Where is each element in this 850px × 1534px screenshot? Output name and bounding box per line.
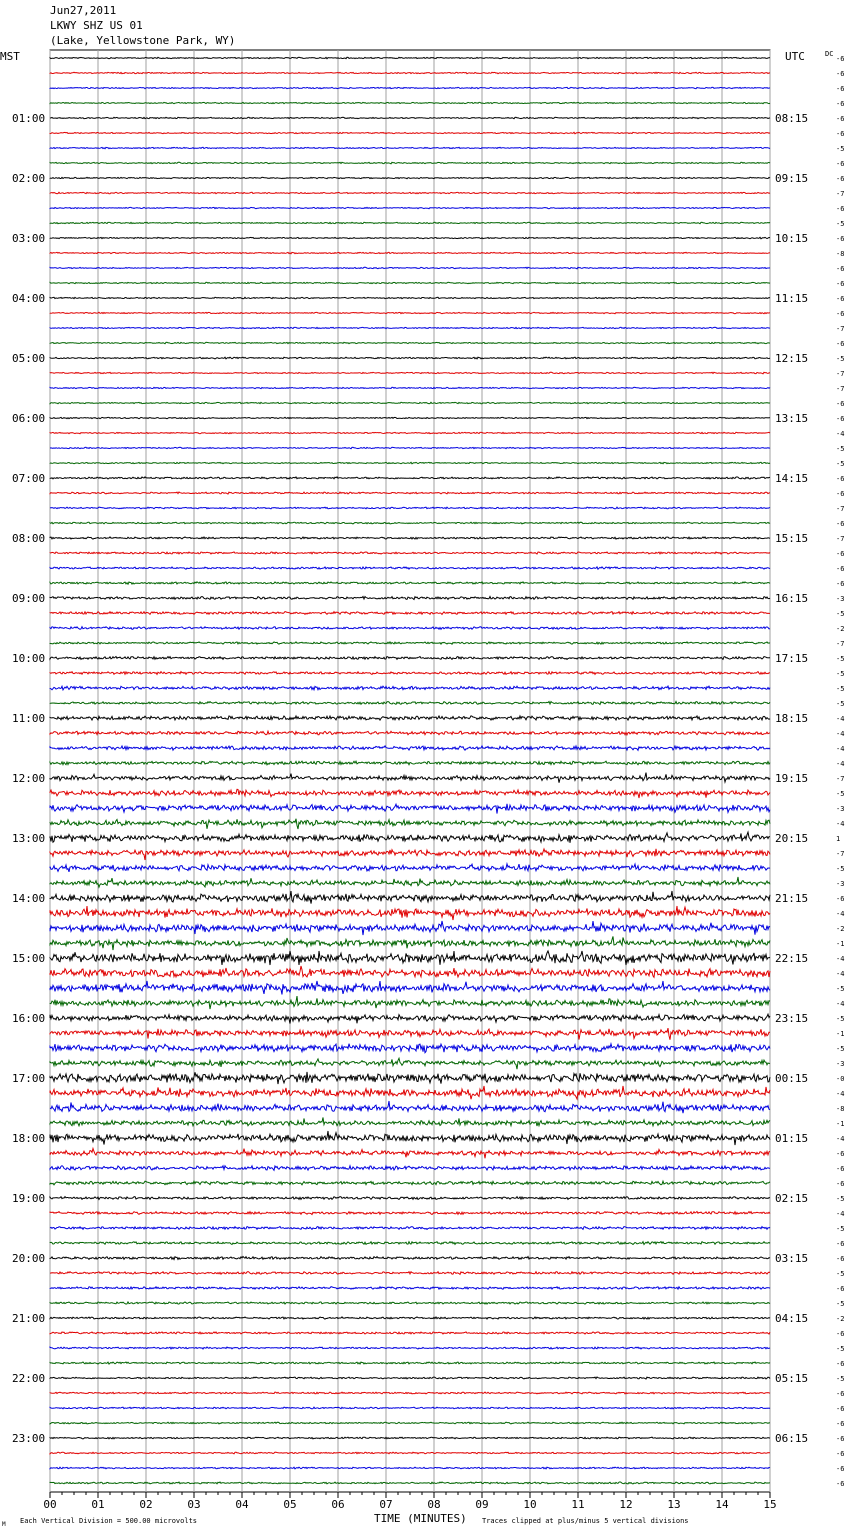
trace-line	[50, 387, 770, 388]
right-hour-label: 14:15	[775, 472, 809, 485]
dc-offset-label: -3	[836, 880, 845, 888]
trace-line	[50, 1302, 770, 1304]
trace-line	[50, 612, 770, 615]
trace-line	[50, 1166, 770, 1171]
left-hour-label: 17:00	[12, 1072, 46, 1085]
dc-offset-label: -5	[836, 220, 845, 228]
dc-offset-label: -7	[836, 370, 845, 378]
left-hour-label: 07:00	[12, 472, 46, 485]
dc-offset-label: -4	[836, 1210, 845, 1218]
trace-line	[50, 627, 770, 630]
right-hour-label: 13:15	[775, 412, 809, 425]
trace-line	[50, 147, 770, 148]
right-hour-label: 16:15	[775, 592, 809, 605]
chart-date: Jun27,2011	[50, 4, 117, 17]
trace-line	[50, 1482, 770, 1484]
trace-line	[50, 342, 770, 343]
dc-offset-label: -6	[836, 475, 845, 483]
dc-offset-label: -2	[836, 925, 845, 933]
dc-offset-label: -6	[836, 490, 845, 498]
dc-offset-label: -6	[836, 130, 845, 138]
trace-line	[50, 57, 770, 58]
left-hour-label: 18:00	[12, 1132, 46, 1145]
x-tick-label: 01	[91, 1498, 105, 1511]
left-hour-label: 06:00	[12, 412, 46, 425]
trace-line	[50, 582, 770, 584]
dc-offset-label: -2	[836, 625, 845, 633]
dc-offset-label: -4	[836, 970, 845, 978]
trace-line	[50, 761, 770, 765]
dc-offset-label: -5	[836, 865, 845, 873]
right-hour-label: 18:15	[775, 712, 809, 725]
trace-line	[50, 462, 770, 464]
trace-line	[50, 327, 770, 328]
trace-line	[50, 1058, 770, 1069]
dc-offset-label: -4	[836, 955, 845, 963]
trace-line	[50, 417, 770, 418]
right-hour-label: 19:15	[775, 772, 809, 785]
trace-line	[50, 522, 770, 524]
right-hour-label: 08:15	[775, 112, 809, 125]
dc-offset-label: -6	[836, 1360, 845, 1368]
dc-offset-label: -6	[836, 415, 845, 423]
trace-line	[50, 686, 770, 690]
trace-line	[50, 87, 770, 88]
dc-offset-label: -8	[836, 1105, 845, 1113]
dc-offset-label: 1	[836, 835, 841, 843]
trace-line	[50, 996, 770, 1009]
trace-line	[50, 849, 770, 860]
trace-line	[50, 1028, 770, 1040]
dc-offset-label: -4	[836, 715, 845, 723]
trace-line	[50, 477, 770, 479]
trace-line	[50, 1422, 770, 1424]
right-hour-label: 23:15	[775, 1012, 809, 1025]
dc-offset-label: -6	[836, 265, 845, 273]
vertical-division-note: Each Vertical Division = 500.00 microvolts	[20, 1517, 198, 1525]
trace-line	[50, 1227, 770, 1230]
x-tick-label: 04	[235, 1498, 249, 1511]
dc-offset-label: -6	[836, 280, 845, 288]
left-hour-label: 01:00	[12, 112, 46, 125]
trace-line	[50, 804, 770, 814]
trace-line	[50, 1272, 770, 1275]
dc-offset-label: -3	[836, 805, 845, 813]
right-hour-label: 10:15	[775, 232, 809, 245]
corner-mark: M	[2, 1521, 6, 1528]
trace-line	[50, 402, 770, 403]
dc-offset-label: -7	[836, 385, 845, 393]
dc-offset-label: -5	[836, 700, 845, 708]
trace-line	[50, 72, 770, 74]
dc-offset-label: -6	[836, 1255, 845, 1263]
trace-line	[50, 1044, 770, 1053]
dc-offset-label: -2	[836, 1315, 845, 1323]
dc-offset-label: -4	[836, 430, 845, 438]
right-hour-label: 20:15	[775, 832, 809, 845]
trace-line	[50, 267, 770, 269]
dc-offset-label: -4	[836, 760, 845, 768]
dc-offset-label: -5	[836, 1345, 845, 1353]
dc-offset-label: -6	[836, 1330, 845, 1338]
trace-line	[50, 162, 770, 164]
right-hour-label: 02:15	[775, 1192, 809, 1205]
seismic-traces	[50, 57, 770, 1484]
x-tick-label: 15	[763, 1498, 777, 1511]
dc-offset-label: -5	[836, 1300, 845, 1308]
dc-offset-label: -4	[836, 820, 845, 828]
dc-offset-label: -4	[836, 1090, 845, 1098]
dc-offset-label: -1	[836, 940, 845, 948]
trace-line	[50, 1437, 770, 1439]
dc-offset-label: -6	[836, 580, 845, 588]
dc-offset-label: -3	[836, 595, 845, 603]
trace-line	[50, 507, 770, 509]
trace-line	[50, 552, 770, 554]
left-hour-label: 23:00	[12, 1432, 46, 1445]
dc-offset-label: -6	[836, 100, 845, 108]
dc-offset-label: -5	[836, 145, 845, 153]
trace-line	[50, 1086, 770, 1099]
trace-line	[50, 716, 770, 720]
left-hour-label: 14:00	[12, 892, 46, 905]
trace-line	[50, 567, 770, 569]
trace-line	[50, 1014, 770, 1023]
right-hour-label: 03:15	[775, 1252, 809, 1265]
dc-offset-label: -6	[836, 565, 845, 573]
dc-offset-label: -5	[836, 655, 845, 663]
trace-line	[50, 1362, 770, 1364]
dc-offset-label: -6	[836, 85, 845, 93]
trace-line	[50, 1149, 770, 1159]
dc-offset-label: -4	[836, 1000, 845, 1008]
trace-line	[50, 492, 770, 494]
trace-line	[50, 1118, 770, 1127]
trace-line	[50, 921, 770, 935]
dc-offset-label: -5	[836, 985, 845, 993]
dc-offset-label: -5	[836, 685, 845, 693]
dc-offset-label: -4	[836, 730, 845, 738]
trace-line	[50, 1407, 770, 1409]
right-hour-label: 06:15	[775, 1432, 809, 1445]
trace-line	[50, 1467, 770, 1469]
dc-offset-label: -6	[836, 1240, 845, 1248]
dc-offset-label: -4	[836, 910, 845, 918]
right-hour-label: 12:15	[775, 352, 809, 365]
left-hour-label: 08:00	[12, 532, 46, 545]
trace-line	[50, 312, 770, 314]
dc-offset-label: -6	[836, 400, 845, 408]
trace-line	[50, 177, 770, 178]
dc-offset-label: -5	[836, 1015, 845, 1023]
dc-offset-label: -0	[836, 1075, 845, 1083]
dc-offset-label: -5	[836, 790, 845, 798]
trace-line	[50, 1101, 770, 1113]
trace-line	[50, 192, 770, 193]
right-hour-label: 04:15	[775, 1312, 809, 1325]
dc-offset-label: -1	[836, 1120, 845, 1128]
trace-line	[50, 252, 770, 253]
dc-offset-label: -7	[836, 850, 845, 858]
x-tick-label: 11	[571, 1498, 585, 1511]
left-hour-label: 20:00	[12, 1252, 46, 1265]
trace-line	[50, 357, 770, 359]
dc-offset-label: -5	[836, 355, 845, 363]
dc-offset-label: -7	[836, 190, 845, 198]
dc-offset-label: -6	[836, 1405, 845, 1413]
dc-offset-label: -6	[836, 115, 845, 123]
trace-line	[50, 372, 770, 374]
right-hour-label: 05:15	[775, 1372, 809, 1385]
trace-line	[50, 642, 770, 644]
trace-line	[50, 951, 770, 965]
trace-line	[50, 222, 770, 223]
dc-offset-label: -6	[836, 1285, 845, 1293]
trace-line	[50, 237, 770, 239]
dc-offset-label: -6	[836, 340, 845, 348]
dc-offset-label: -6	[836, 175, 845, 183]
x-tick-label: 14	[715, 1498, 729, 1511]
left-hour-label: 03:00	[12, 232, 46, 245]
dc-offset-label: -5	[836, 445, 845, 453]
trace-line	[50, 906, 770, 920]
left-hour-label: 16:00	[12, 1012, 46, 1025]
left-hour-label: 02:00	[12, 172, 46, 185]
left-hour-label: 22:00	[12, 1372, 46, 1385]
trace-line	[50, 1377, 770, 1379]
dc-offset-label: -6	[836, 1420, 845, 1428]
left-hour-label: 10:00	[12, 652, 46, 665]
right-timezone-label: UTC	[785, 50, 805, 63]
dc-offset-label: -6	[836, 1390, 845, 1398]
left-hour-label: 09:00	[12, 592, 46, 605]
x-tick-label: 00	[43, 1498, 57, 1511]
trace-line	[50, 966, 770, 977]
dc-offset-label: -6	[836, 1450, 845, 1458]
x-tick-label: 10	[523, 1498, 537, 1511]
trace-line	[50, 1181, 770, 1185]
left-hour-label: 12:00	[12, 772, 46, 785]
trace-line	[50, 132, 770, 134]
trace-line	[50, 1317, 770, 1319]
x-tick-label: 09	[475, 1498, 489, 1511]
trace-line	[50, 537, 770, 539]
trace-line	[50, 207, 770, 209]
trace-line	[50, 1131, 770, 1145]
trace-line	[50, 936, 770, 950]
dc-offset-label: -1	[836, 1030, 845, 1038]
chart-location: (Lake, Yellowstone Park, WY)	[50, 34, 236, 47]
trace-line	[50, 773, 770, 783]
right-hour-label: 01:15	[775, 1132, 809, 1145]
dc-offset-label: -8	[836, 250, 845, 258]
dc-offset-label: -5	[836, 1225, 845, 1233]
dc-offset-label: -6	[836, 70, 845, 78]
left-hour-label: 21:00	[12, 1312, 46, 1325]
trace-line	[50, 891, 770, 904]
dc-offset-label: -7	[836, 325, 845, 333]
dc-offset-label: -7	[836, 640, 845, 648]
dc-offset-label: -6	[836, 1165, 845, 1173]
dc-offset-label: -6	[836, 1465, 845, 1473]
chart-station: LKWY SHZ US 01	[50, 19, 143, 32]
x-tick-label: 08	[427, 1498, 441, 1511]
trace-line	[50, 1212, 770, 1215]
trace-line	[50, 702, 770, 705]
dc-offset-label: -5	[836, 460, 845, 468]
dc-offset-label: -6	[836, 55, 845, 63]
dc-offset-label: -6	[836, 310, 845, 318]
left-timezone-label: MST	[0, 50, 20, 63]
left-hour-label: 11:00	[12, 712, 46, 725]
left-hour-label: 04:00	[12, 292, 46, 305]
right-hour-label: 00:15	[775, 1072, 809, 1085]
x-tick-label: 03	[187, 1498, 201, 1511]
left-hour-label: 13:00	[12, 832, 46, 845]
dc-offset-label: -6	[836, 520, 845, 528]
right-hour-label: 11:15	[775, 292, 809, 305]
trace-line	[50, 1242, 770, 1245]
dc-offset-label: -6	[836, 550, 845, 558]
dc-offset-label: -5	[836, 610, 845, 618]
dc-offset-label: -6	[836, 895, 845, 903]
trace-line	[50, 789, 770, 798]
x-tick-label: 12	[619, 1498, 633, 1511]
trace-line	[50, 1257, 770, 1260]
dc-offset-label: -7	[836, 505, 845, 513]
right-hour-label: 09:15	[775, 172, 809, 185]
left-hour-label: 19:00	[12, 1192, 46, 1205]
dc-offset-label: -6	[836, 295, 845, 303]
dc-offset-label: -5	[836, 1270, 845, 1278]
dc-offset-label: -3	[836, 1060, 845, 1068]
dc-offset-label: -6	[836, 1480, 845, 1488]
trace-line	[50, 447, 770, 448]
trace-line	[50, 981, 770, 995]
x-tick-label: 02	[139, 1498, 153, 1511]
x-tick-label: 06	[331, 1498, 345, 1511]
trace-line	[50, 657, 770, 660]
dc-offset-label: -5	[836, 1195, 845, 1203]
right-hour-label: 22:15	[775, 952, 809, 965]
dc-offset-label: -5	[836, 1375, 845, 1383]
dc-offset-label: -6	[836, 235, 845, 243]
x-tick-label: 05	[283, 1498, 297, 1511]
right-hour-label: 17:15	[775, 652, 809, 665]
dc-offset-label: -4	[836, 745, 845, 753]
x-axis-label: TIME (MINUTES)	[374, 1512, 467, 1525]
trace-line	[50, 102, 770, 103]
dc-offset-label: -6	[836, 205, 845, 213]
right-hour-label: 21:15	[775, 892, 809, 905]
dc-offset-label: -5	[836, 670, 845, 678]
trace-line	[50, 597, 770, 600]
trace-line	[50, 1332, 770, 1334]
trace-line	[50, 1197, 770, 1200]
dc-offset-label: -5	[836, 1045, 845, 1053]
dc-offset-label: -7	[836, 775, 845, 783]
trace-line	[50, 1452, 770, 1454]
x-tick-label: 13	[667, 1498, 681, 1511]
trace-line	[50, 731, 770, 735]
x-tick-label: 07	[379, 1498, 393, 1511]
plot-frame	[50, 50, 770, 1492]
trace-line	[50, 877, 770, 887]
trace-line	[50, 1287, 770, 1290]
trace-line	[50, 282, 770, 283]
dc-offset-label: -6	[836, 1180, 845, 1188]
clipping-note: Traces clipped at plus/minus 5 vertical divisions	[482, 1517, 689, 1525]
trace-line	[50, 432, 770, 434]
axis-labels	[0, 50, 844, 1528]
trace-line	[50, 864, 770, 872]
dc-offset-label: -6	[836, 1435, 845, 1443]
dc-label: DC	[825, 50, 834, 58]
trace-line	[50, 672, 770, 675]
trace-line	[50, 1347, 770, 1349]
dc-offset-label: -7	[836, 535, 845, 543]
trace-line	[50, 746, 770, 750]
dc-offset-label: -6	[836, 160, 845, 168]
trace-line	[50, 832, 770, 843]
trace-line	[50, 819, 770, 829]
trace-line	[50, 297, 770, 298]
trace-line	[50, 1392, 770, 1394]
left-hour-label: 05:00	[12, 352, 46, 365]
right-hour-label: 15:15	[775, 532, 809, 545]
trace-line	[50, 117, 770, 118]
dc-offset-label: -6	[836, 1150, 845, 1158]
dc-offset-label: -4	[836, 1135, 845, 1143]
trace-line	[50, 1072, 770, 1084]
left-hour-label: 15:00	[12, 952, 46, 965]
